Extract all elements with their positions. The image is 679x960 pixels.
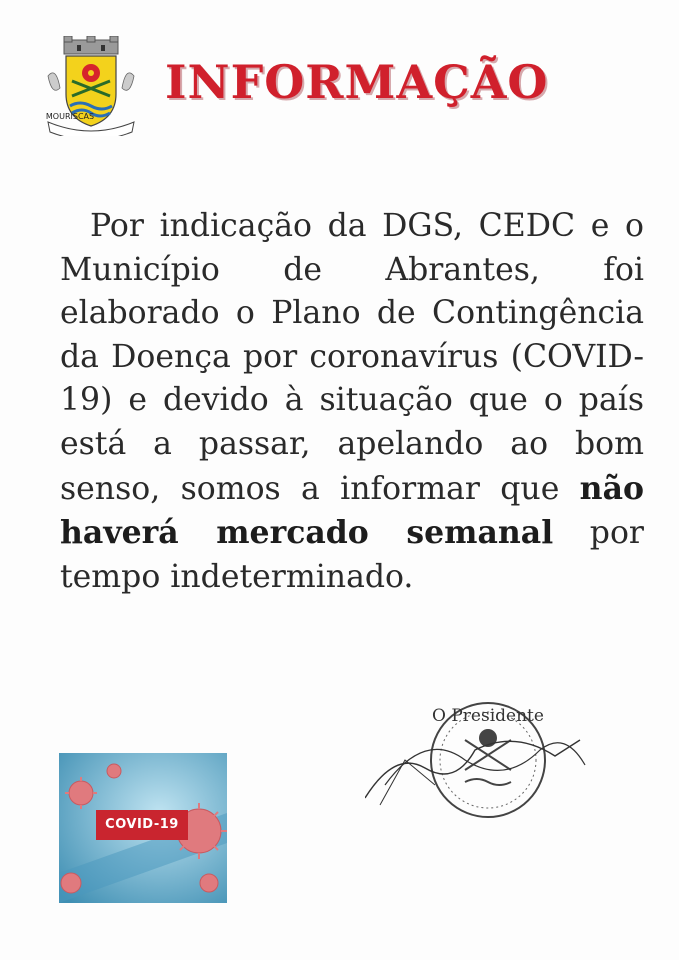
notice-emphasis: não haverá mercado semanal	[60, 469, 644, 552]
notice-intro: Por indicação da DGS, CEDC e o Município de Abrantes, foi elaborado o Plano de Contingência da Doença por coronavírus (COVID-19) e devido à situação que o país está a passar, apelando ao bom senso, somos a informar que	[60, 208, 644, 507]
signature-role: O Presidente	[432, 706, 544, 726]
covid-19-badge: COVID-19	[96, 810, 188, 840]
page-title: INFORMAÇÃO	[165, 55, 549, 109]
notice-outro: por tempo indeterminado.	[60, 515, 644, 595]
crest-motto: MOURISCAS	[45, 112, 95, 121]
notice-body	[60, 205, 644, 599]
coat-of-arms-icon	[42, 36, 140, 136]
